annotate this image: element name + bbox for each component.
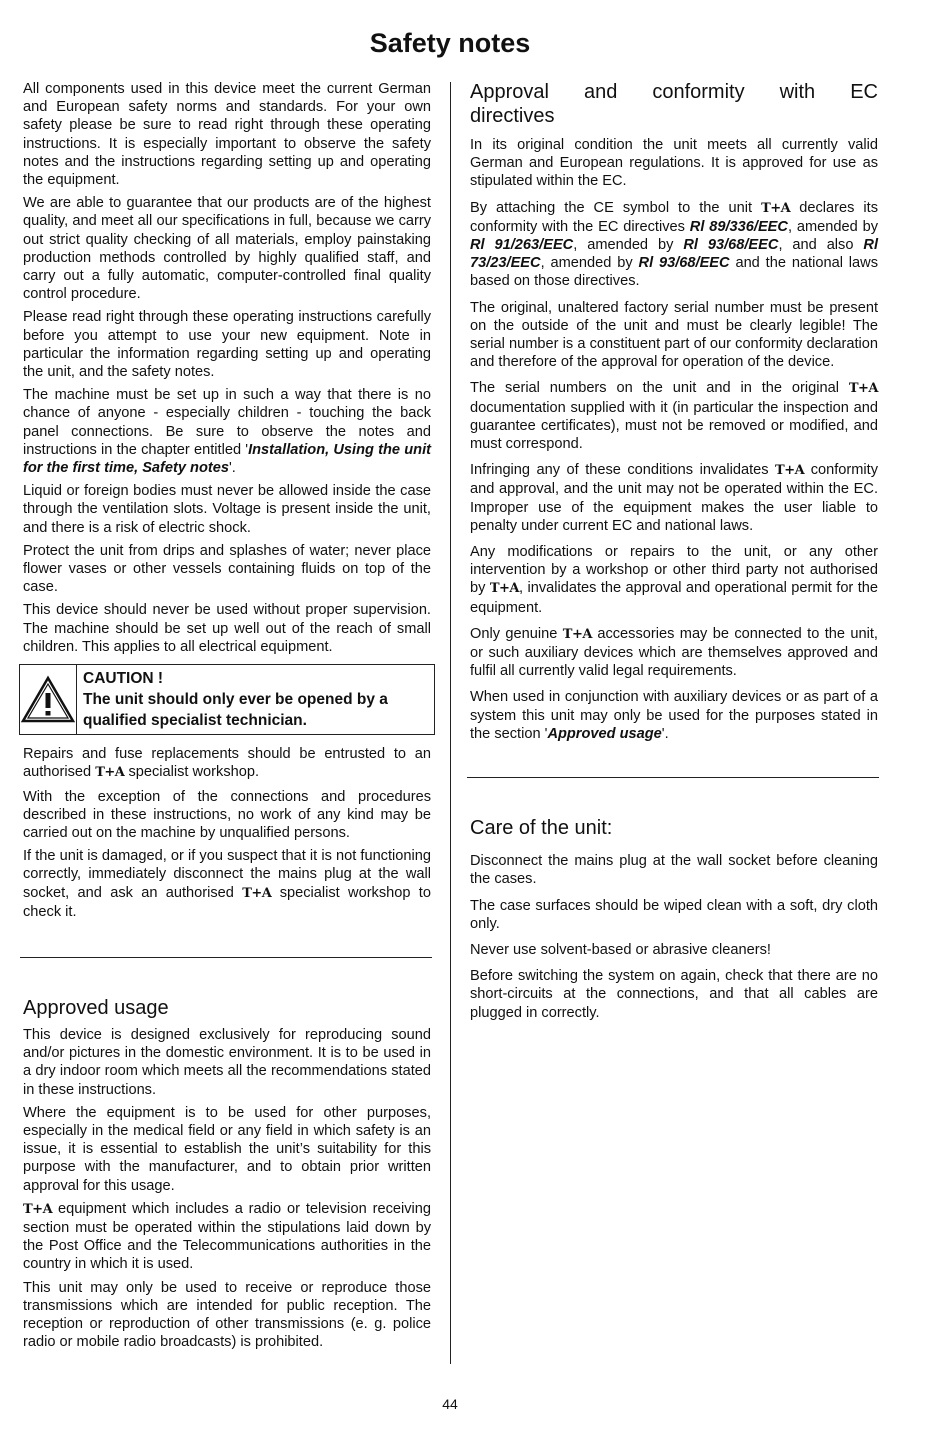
brand-logo: T+A bbox=[562, 626, 592, 642]
paragraph: By attaching the CE symbol to the unit T+A declares its conformity with the EC directives Rl 89/336/EEC, amended by Rl 91/263/EEC, amended by Rl 93/68/EEC, and also Rl 73/23/EEC, amended by Rl 93/68/EEC and the national laws based on those directives. bbox=[470, 199, 879, 290]
warning-icon bbox=[20, 665, 77, 734]
paragraph: Protect the unit from drips and splashes of water; never place flower vases or other vessels containing fluids on top of the case. bbox=[23, 542, 431, 596]
page-number: 44 bbox=[442, 1396, 458, 1412]
paragraph: With the exception of the connections and procedures described in these instructions, no work of any kind may be carried out on the machine by unqualified persons. bbox=[23, 788, 431, 841]
column-divider bbox=[450, 82, 451, 1364]
paragraph: The original, unaltered factory serial number must be present on the outside of the unit and must be clearly legible! The serial number is a constituent part of our conformity declaration and therefore of the approval for operation of the device. bbox=[470, 299, 878, 371]
page-title: Safety notes bbox=[369, 28, 531, 58]
paragraph: This unit may only be used to receive or reproduce those transmissions which are intended for public reception. The reception or reproduction of other transmissions (e. g. police radio or mobile radio broadcasts) is prohibited. bbox=[23, 1279, 431, 1351]
caution-text: The unit should only ever be opened by a qualified specialist technician. bbox=[83, 691, 388, 730]
section-heading: Approved usage bbox=[23, 996, 169, 1019]
paragraph: Only genuine T+A accessories may be connected to the unit, or such auxiliary devices which are themselves approved and fulfil all currently valid legal requirements. bbox=[470, 625, 878, 680]
paragraph: Disconnect the mains plug at the wall socket before cleaning the cases. bbox=[470, 853, 878, 888]
section-divider bbox=[20, 957, 432, 958]
brand-logo: T+A bbox=[489, 581, 519, 597]
paragraph: Where the equipment is to be used for other purposes, especially in the medical field or any field in which safety is an issue, it is essential to establish the unit’s suitability for this purpose with the manufacturer, and to obtain prior written approval for this usage. bbox=[23, 1104, 431, 1194]
right-column bbox=[470, 80, 878, 1027]
caution-box bbox=[19, 664, 435, 735]
paragraph: T+A equipment which includes a radio or television receiving section must be operated within the stipulations laid down by the Post Office and the Telecommunications authorities in the country in which it is used. bbox=[23, 1200, 431, 1273]
paragraph: All components used in this device meet the current German and European safety norms and standards. For your own safety please be sure to read right through these operating instructions. It is especially important to observe the safety notes and the instructions regarding setting up and operating the equipment. bbox=[23, 81, 431, 189]
paragraph: The case surfaces should be wiped clean with a soft, dry cloth only. bbox=[470, 897, 878, 932]
paragraph: Never use solvent-based or abrasive cleaners! bbox=[470, 941, 771, 958]
brand-logo: T+A bbox=[775, 463, 805, 479]
brand-logo: T+A bbox=[761, 200, 791, 216]
paragraph: We are able to guarantee that our products are of the highest quality, and meet all our specifications in full, because we carry out strict quality checking of all materials, employ painstaking production methods controlled by highly qualified staff, and carry out a fully automatic, computer-controlled final quality control procedure. bbox=[23, 195, 431, 303]
chapter-reference: Installation, Using the unit for the first time, Safety notes bbox=[23, 441, 431, 477]
section-reference: Approved usage bbox=[547, 725, 662, 742]
paragraph: Please read right through these operating instructions carefully before you attempt to use your new equipment. Note in particular the information regarding setting up and operating the unit, and the safety notes. bbox=[23, 309, 431, 381]
paragraph: If the unit is damaged, or if you suspect that it is not functioning correctly, immediately disconnect the mains plug at the wall socket, and ask an authorised T+A specialist workshop to check it. bbox=[23, 848, 431, 920]
brand-logo: T+A bbox=[95, 765, 125, 781]
paragraph: Infringing any of these conditions invalidates T+A conformity and approval, and the unit may not be operated within the EC. Improper use of the equipment makes the user liable to penalty under current EC and national laws. bbox=[470, 462, 879, 534]
paragraph: This device should never be used without proper supervision. The machine should be set up well out of the reach of small children. This applies to all electrical equipment. bbox=[23, 602, 431, 655]
paragraph: Any modifications or repairs to the unit, or any other intervention by a workshop or other third party not authorised by T+A, invalidates the approval and operational permit for the equipment. bbox=[470, 544, 878, 616]
left-column bbox=[23, 80, 431, 1356]
paragraph: This device is designed exclusively for reproducing sound and/or pictures in the domestic environment. It is to be used in a dry indoor room which meets all the recommendations stated in these instructions. bbox=[23, 1026, 431, 1098]
paragraph: The serial numbers on the unit and in the original T+A documentation supplied with it (in particular the inspection and guarantee certificates), must not be removed or modified, and must correspond. bbox=[470, 380, 879, 453]
paragraph: In its original condition the unit meets all currently valid German and European regulations. It is approved for use as stipulated within the EC. bbox=[470, 137, 878, 190]
brand-logo: T+A bbox=[23, 1201, 53, 1217]
brand-logo: T+A bbox=[848, 381, 879, 397]
section-divider bbox=[467, 777, 879, 778]
paragraph: Before switching the system on again, check that there are no short-circuits at the connections, and that all cables are plugged in correctly. bbox=[470, 968, 878, 1021]
paragraph: Repairs and fuse replacements should be entrusted to an authorised T+A specialist workshop. bbox=[23, 746, 431, 781]
paragraph: The machine must be set up in such a way that there is no chance of anyone - especially children - touching the back panel connections. Be sure to observe the notes and instructions in the chapter entitled 'Installation, Using the unit for the first time, Safety notes'. bbox=[23, 387, 431, 477]
paragraph: When used in conjunction with auxiliary devices or as part of a system this unit may only be used for the purposes stated in the section 'Approved usage'. bbox=[470, 689, 878, 742]
brand-logo: T+A bbox=[242, 885, 272, 901]
caution-title: CAUTION ! bbox=[83, 670, 164, 688]
section-heading: Care of the unit: bbox=[470, 817, 613, 840]
section-heading: Approval and conformity with EC directives bbox=[470, 81, 878, 127]
paragraph: Liquid or foreign bodies must never be allowed inside the case through the ventilation slots. Voltage is present inside the unit, and there is a risk of electric shock. bbox=[23, 483, 431, 536]
